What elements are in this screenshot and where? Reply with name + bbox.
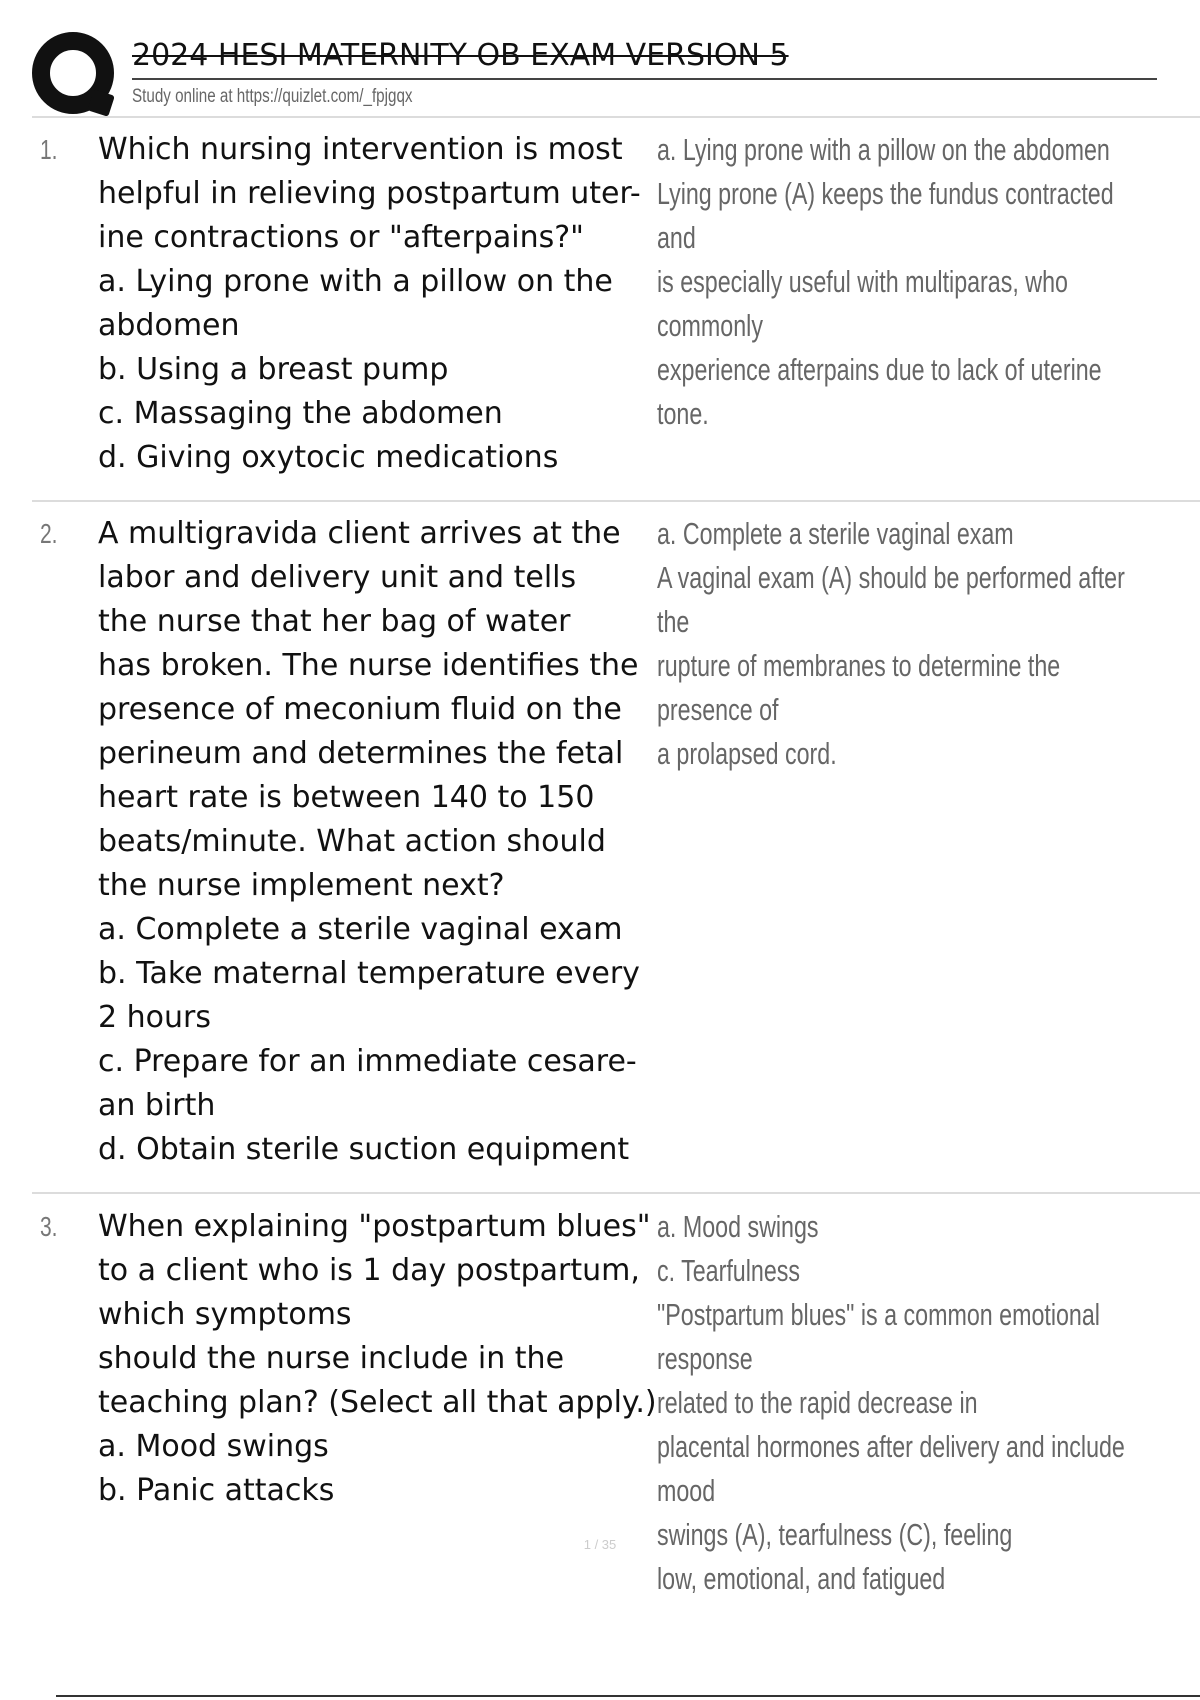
question-line: c. Prepare for an immediate cesare-	[98, 1044, 637, 1079]
question-line: a. Complete a sterile vaginal exam	[98, 912, 623, 947]
card-answer	[657, 512, 1132, 776]
question-line: helpful in relieving postpartum uter-	[98, 176, 641, 211]
question-line: perineum and determines the fetal	[98, 736, 624, 771]
question-line: c. Massaging the abdomen	[98, 396, 503, 431]
question-line: teaching plan? (Select all that apply.)	[98, 1385, 657, 1420]
question-line: the nurse that her bag of water	[98, 604, 571, 639]
footer-divider	[56, 1695, 1200, 1697]
page-number: 1 / 35	[583, 1537, 617, 1552]
card-question	[98, 1205, 678, 1513]
answer-line: "Postpartum blues" is a common emotional response	[657, 1297, 1100, 1376]
question-line: A multigravida client arrives at the	[98, 516, 621, 551]
answer-line: a. Lying prone with a pillow on the abdomen	[657, 132, 1110, 167]
card-question	[98, 512, 678, 1172]
question-line: should the nurse include in the	[98, 1341, 565, 1376]
answer-line: placental hormones after delivery and include mood	[657, 1429, 1125, 1508]
question-line: d. Obtain sterile suction equipment	[98, 1132, 630, 1167]
answer-line: experience afterpains due to lack of uterine tone.	[657, 352, 1102, 431]
header-divider	[32, 116, 1200, 118]
card-answer	[657, 128, 1132, 436]
quizlet-logo-icon-tail	[87, 89, 115, 117]
question-line: has broken. The nurse identifies the	[98, 648, 639, 683]
question-line: which symptoms	[98, 1297, 352, 1332]
page-header	[32, 30, 1187, 116]
question-line: When explaining "postpartum blues"	[98, 1209, 651, 1244]
question-line: b. Take maternal temperature every	[98, 956, 640, 991]
answer-line: A vaginal exam (A) should be performed after the	[657, 560, 1125, 639]
answer-line: swings (A), tearfulness (C), feeling	[657, 1517, 1013, 1552]
question-line: heart rate is between 140 to 150	[98, 780, 595, 815]
question-line: d. Giving oxytocic medications	[98, 440, 559, 475]
card-question	[98, 128, 678, 480]
question-line: b. Using a breast pump	[98, 352, 449, 387]
answer-line: c. Tearfulness	[657, 1253, 801, 1288]
answer-line: low, emotional, and fatigued	[657, 1561, 946, 1596]
question-line: an birth	[98, 1088, 216, 1123]
card-divider	[32, 1192, 1200, 1194]
question-line: 2 hours	[98, 1000, 211, 1035]
question-line: ine contractions or "afterpains?"	[98, 220, 584, 255]
question-line: labor and delivery unit and tells	[98, 560, 577, 595]
question-line: a. Lying prone with a pillow on the	[98, 264, 613, 299]
question-line: beats/minute. What action should	[98, 824, 606, 859]
answer-line: rupture of membranes to determine the presence of	[657, 648, 1061, 727]
question-line: Which nursing intervention is most	[98, 132, 623, 167]
question-line: to a client who is 1 day postpartum,	[98, 1253, 640, 1288]
card-number: 1.	[40, 134, 58, 165]
answer-line: a. Complete a sterile vaginal exam	[657, 516, 1014, 551]
question-line: the nurse implement next?	[98, 868, 505, 903]
document-title	[132, 34, 1157, 80]
document-subtitle: Study online at https://quizlet.com/_fpjgqx	[132, 86, 413, 107]
answer-line: Lying prone (A) keeps the fundus contracted and	[657, 176, 1114, 255]
question-line: abdomen	[98, 308, 240, 343]
question-line: a. Mood swings	[98, 1429, 329, 1464]
question-line: b. Panic attacks	[98, 1473, 335, 1508]
answer-line: related to the rapid decrease in	[657, 1385, 978, 1420]
document-title-text: 2024 HESI MATERNITY OB EXAM VERSION 5	[132, 38, 789, 73]
answer-line: a. Mood swings	[657, 1209, 819, 1244]
card-number: 2.	[40, 518, 58, 549]
answer-line: a prolapsed cord.	[657, 736, 837, 771]
answer-line: is especially useful with multiparas, who commonly	[657, 264, 1068, 343]
card-divider	[32, 500, 1200, 502]
question-line: presence of meconium fluid on the	[98, 692, 622, 727]
card-number: 3.	[40, 1211, 58, 1242]
